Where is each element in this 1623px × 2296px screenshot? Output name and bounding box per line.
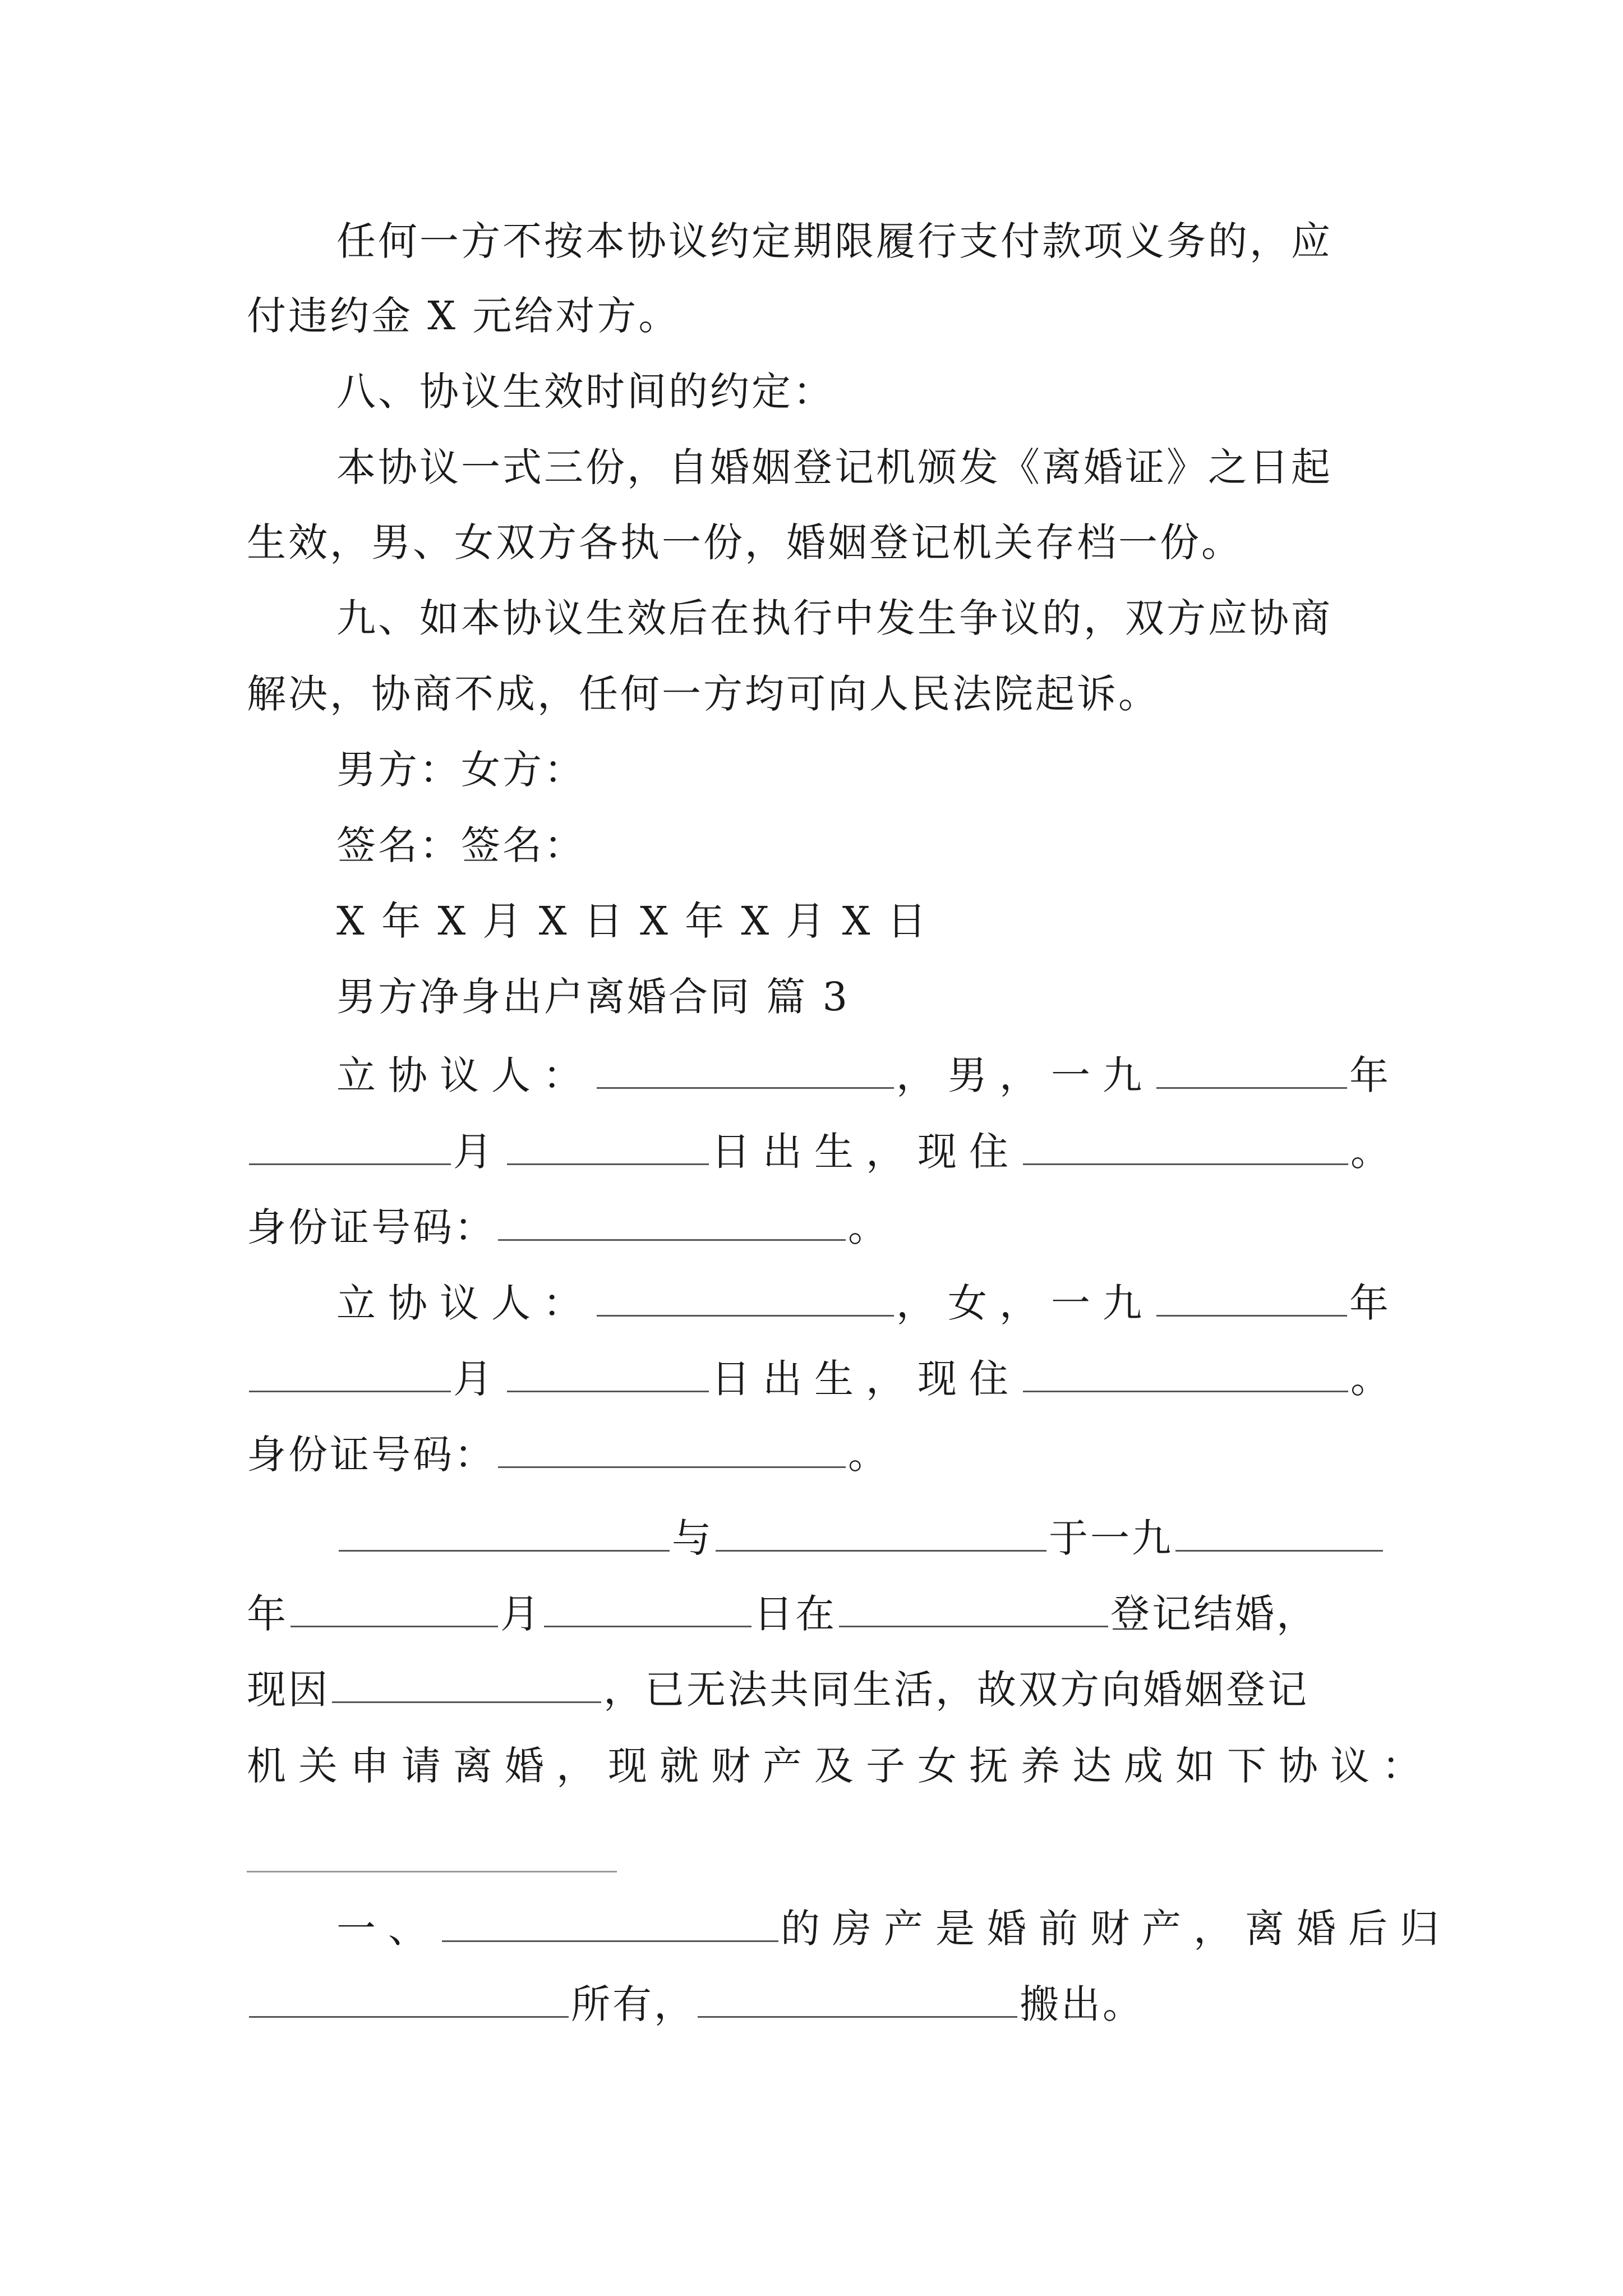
female-year-label: 年	[1349, 1280, 1401, 1326]
marriage-registered: 登记结婚，	[1110, 1591, 1318, 1637]
reason-blank	[332, 1667, 601, 1703]
marriage-day-at: 日在	[754, 1591, 837, 1637]
male-party-line-1	[336, 1050, 1401, 1101]
female-id-line	[247, 1429, 889, 1480]
male-day-blank	[507, 1129, 709, 1165]
spouse-b-blank	[716, 1515, 1046, 1552]
female-id-blank	[498, 1432, 846, 1468]
signature-sign: 签名：签名：	[336, 822, 585, 868]
item1-line-1	[336, 1903, 1451, 1954]
male-party-line-2	[247, 1126, 1402, 1177]
male-gender-seg: ，男，一九	[896, 1052, 1154, 1098]
male-month-blank	[249, 1129, 451, 1165]
marriage-on-year: 于一九	[1049, 1515, 1173, 1561]
marriage-line-1	[336, 1513, 1385, 1563]
signature-dates: X 年 X 月 X 日 X 年 X 月 X 日	[336, 898, 929, 944]
female-address-blank	[1023, 1356, 1348, 1392]
male-line-end: 。	[1350, 1129, 1402, 1175]
marriage-line-4: 机关申请离婚，现就财产及子女抚养达成如下协议：	[247, 1743, 1433, 1789]
item1-prefix: 一、	[336, 1906, 440, 1952]
footnote-separator	[247, 1871, 617, 1872]
section8-body-1: 本协议一式三份，自婚姻登记机颁发《离婚证》之日起	[336, 444, 1332, 490]
item1-move-out: 搬出。	[1020, 1981, 1144, 2027]
male-party-label: 立协议人：	[336, 1052, 594, 1098]
section8-heading: 八、协议生效时间的约定：	[336, 369, 834, 415]
female-month-label: 月	[453, 1356, 505, 1402]
item1-line-2	[247, 1979, 1144, 2030]
female-birth-residence: 日出生，现住	[711, 1356, 1021, 1402]
section8-body-2: 生效，男、女双方各执一份，婚姻登记机关存档一份。	[247, 519, 1243, 565]
male-address-blank	[1023, 1129, 1348, 1165]
female-year-blank	[1156, 1280, 1347, 1317]
marriage-year-blank	[1175, 1515, 1383, 1552]
female-party-line-2	[247, 1354, 1402, 1404]
marriage-line-3	[247, 1664, 1309, 1715]
female-gender-seg: ，女，一九	[896, 1280, 1154, 1326]
next-doc-title: 男方净身出户离婚合同 篇 3	[336, 974, 850, 1020]
male-id-blank	[498, 1204, 846, 1241]
spouse-a-blank	[339, 1515, 670, 1552]
item1-property-blank	[442, 1906, 778, 1942]
marriage-line-2	[247, 1589, 1318, 1639]
female-line-end: 。	[1350, 1356, 1402, 1402]
female-party-line-1	[336, 1278, 1401, 1328]
male-id-line	[247, 1202, 889, 1253]
marriage-now-because: 现因	[247, 1667, 330, 1713]
item1-owned: 所有，	[571, 1981, 695, 2027]
section9-line-1: 九、如本协议生效后在执行中发生争议的，双方应协商	[336, 595, 1332, 641]
item1-owner-blank	[249, 1981, 569, 2018]
female-id-end: 。	[848, 1432, 889, 1478]
male-year-label: 年	[1349, 1052, 1401, 1098]
female-party-label: 立协议人：	[336, 1280, 594, 1326]
marriage-place-blank	[839, 1591, 1108, 1627]
female-name-blank	[597, 1280, 894, 1317]
penalty-line-2: 付违约金 X 元给对方。	[247, 293, 680, 339]
item1-house-text: 的房产是婚前财产，离婚后归	[781, 1906, 1451, 1952]
marriage-cannot-live: ，已无法共同生活，故双方向婚姻登记	[603, 1667, 1309, 1713]
male-id-end: 。	[848, 1204, 889, 1250]
section9-line-2: 解决，协商不成，任何一方均可向人民法院起诉。	[247, 671, 1160, 717]
male-name-blank	[597, 1052, 894, 1089]
female-id-label: 身份证号码：	[247, 1432, 496, 1478]
male-birth-residence: 日出生，现住	[711, 1129, 1021, 1175]
marriage-year-label: 年	[247, 1591, 288, 1637]
marriage-with: 与	[672, 1515, 713, 1561]
item1-mover-blank	[698, 1981, 1017, 2018]
female-day-blank	[507, 1356, 709, 1392]
signature-parties: 男方：女方：	[336, 747, 585, 793]
marriage-day-blank	[544, 1591, 751, 1627]
male-id-label: 身份证号码：	[247, 1204, 496, 1250]
penalty-line-1: 任何一方不按本协议约定期限履行支付款项义务的，应	[336, 218, 1332, 264]
male-year-blank	[1156, 1052, 1347, 1089]
female-month-blank	[249, 1356, 451, 1392]
male-month-label: 月	[453, 1129, 505, 1175]
marriage-month-blank	[291, 1591, 498, 1627]
marriage-month-label: 月	[500, 1591, 542, 1637]
